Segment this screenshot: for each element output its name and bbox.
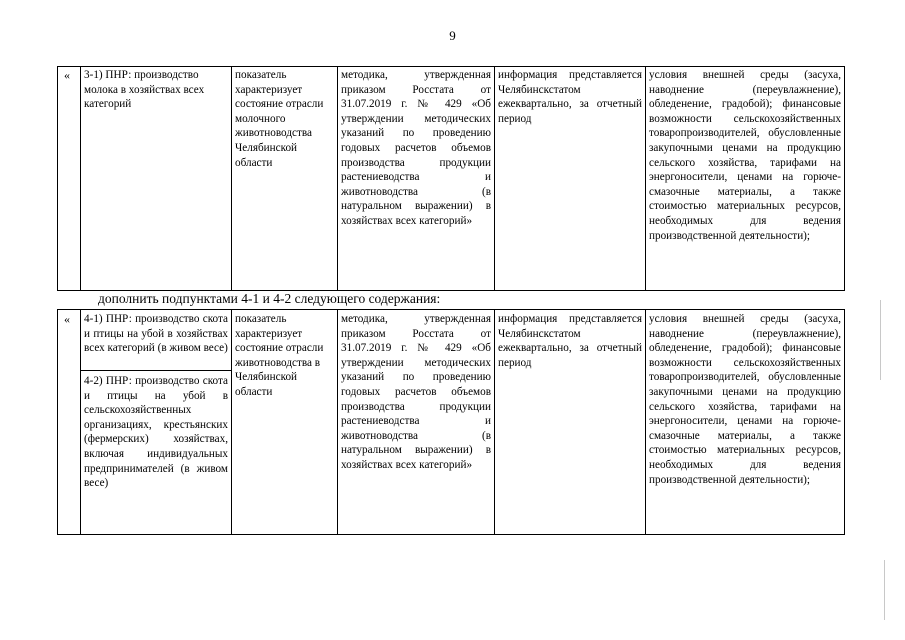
opening-quote: « xyxy=(64,312,70,326)
scan-fold-line xyxy=(884,560,885,620)
indicator-name-4-1: 4-1) ПНР: производство скота и птицы на убой в хозяйствах всех категорий (в живом весе) xyxy=(84,313,228,355)
external-factors: условия внешней среды (засуха, наводнение (переувлажнение), обледенение, градобой); финансовые возможности сельскохозяйственных товаропроизводителей, обусловленные закупочными ценами на продукцию сельского хозяйства, тарифами на энергоносители, ценами на горюче-смазочные материалы, а также стоимостью материальных ресурсов, необходимых для ведения производственной деятельности); xyxy=(649,69,841,242)
opening-quote: « xyxy=(64,68,70,82)
data-source: информация представляется Челябинскстатом ежеквартально, за отчетный период xyxy=(498,69,642,125)
indicator-name: 3-1) ПНР: производство молока в хозяйствах всех категорий xyxy=(84,69,205,111)
amendment-caption: дополнить подпунктами 4-1 и 4-2 следующего содержания: xyxy=(98,291,441,306)
data-source: информация представляется Челябинскстатом ежеквартально, за отчетный период xyxy=(498,313,642,369)
indicator-name-4-2: 4-2) ПНР: производство скота и птицы на убой в сельскохозяйственных организациях, крестьянских (фермерских) хозяйствах, включая индивидуальных предпринимателей (в живом весе) xyxy=(84,375,228,490)
indicator-description: показатель характеризует состояние отрасли животноводства в Челябинской области xyxy=(235,313,324,398)
indicator-description: показатель характеризует состояние отрасли молочного животноводства Челябинской области xyxy=(235,69,324,169)
external-factors: условия внешней среды (засуха, наводнение (переувлажнение), обледенение, градобой); финансовые возможности сельскохозяйственных товаропроизводителей, обусловленные закупочными ценами на продукцию сельского хозяйства, тарифами на энергоносители, ценами на горюче-смазочные материалы, а также стоимостью материальных ресурсов, необходимых для ведения производственной деятельности); xyxy=(649,313,841,486)
scan-fold-line xyxy=(880,300,881,380)
methodology: методика, утвержденная приказом Росстата от 31.07.2019 г. № 429 «Об утверждении методических указаний по проведению годовых расчетов объемов производства продукции растениеводства и животноводства (в натуральном выражении) в хозяйствах всех категорий» xyxy=(341,313,491,471)
methodology: методика, утвержденная приказом Росстата от 31.07.2019 г. № 429 «Об утверждении методических указаний по проведению годовых расчетов объемов производства продукции растениеводства и животноводства (в натуральном выражении) в хозяйствах всех категорий» xyxy=(341,69,491,227)
page-number: 9 xyxy=(449,28,456,43)
